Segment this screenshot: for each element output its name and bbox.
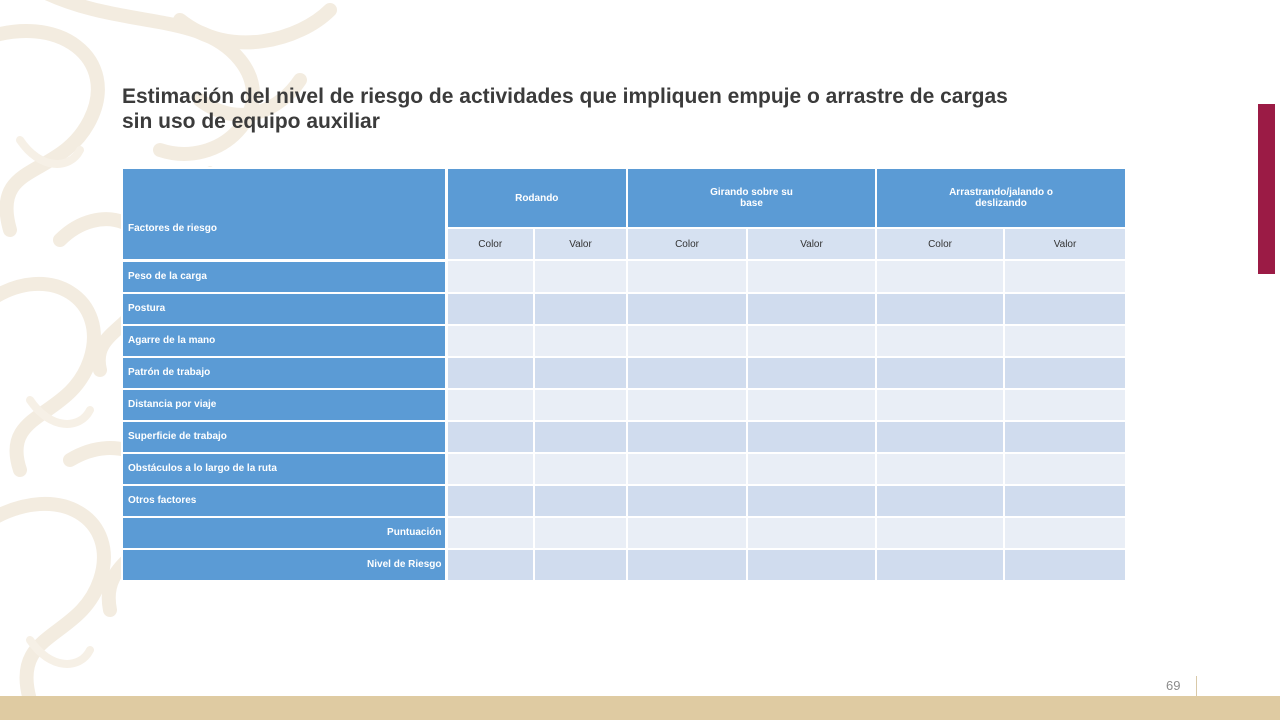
table-cell[interactable] (747, 389, 876, 421)
group-header-line: Girando sobre su (710, 187, 793, 198)
row-label: Distancia por viaje (122, 389, 446, 421)
row-label: Otros factores (122, 485, 446, 517)
table-cell[interactable] (1004, 485, 1126, 517)
subheader-valor: Valor (747, 228, 876, 260)
factor-header: Factores de riesgo (122, 168, 446, 260)
table-cell[interactable] (1004, 389, 1126, 421)
table-cell[interactable] (446, 549, 534, 581)
subheader-color: Color (876, 228, 1004, 260)
table-cell[interactable] (446, 325, 534, 357)
table-cell[interactable] (1004, 517, 1126, 549)
group-header-line: Rodando (515, 192, 559, 204)
table-cell[interactable] (876, 325, 1004, 357)
table-cell[interactable] (534, 293, 627, 325)
table-cell[interactable] (747, 260, 876, 293)
table-cell[interactable] (876, 517, 1004, 549)
table-cell[interactable] (627, 357, 747, 389)
table-cell[interactable] (627, 517, 747, 549)
table-cell[interactable] (446, 389, 534, 421)
table-cell[interactable] (747, 421, 876, 453)
table-cell[interactable] (747, 549, 876, 581)
table-cell[interactable] (627, 453, 747, 485)
table-cell[interactable] (627, 325, 747, 357)
table-cell[interactable] (534, 517, 627, 549)
table-cell[interactable] (627, 260, 747, 293)
risk-estimation-table (121, 167, 1127, 582)
row-label-score: Puntuación (122, 517, 446, 549)
table-cell[interactable] (876, 293, 1004, 325)
footer-band (0, 696, 1280, 720)
table-row (122, 325, 1126, 357)
table-cell[interactable] (534, 389, 627, 421)
table-cell[interactable] (1004, 421, 1126, 453)
title-line-1: Estimación del nivel de riesgo de actividades que impliquen empuje o arrastre de cargas (122, 85, 1008, 108)
table-cell[interactable] (876, 260, 1004, 293)
table-cell[interactable] (446, 453, 534, 485)
table-cell[interactable] (1004, 549, 1126, 581)
table-cell[interactable] (627, 549, 747, 581)
table-cell[interactable] (627, 293, 747, 325)
group-header-girando (627, 168, 876, 228)
subheader-color: Color (446, 228, 534, 260)
table-cell[interactable] (446, 260, 534, 293)
table-cell[interactable] (534, 485, 627, 517)
row-label: Agarre de la mano (122, 325, 446, 357)
table-cell[interactable] (534, 421, 627, 453)
table-cell[interactable] (446, 517, 534, 549)
table-cell[interactable] (876, 357, 1004, 389)
table-cell[interactable] (747, 453, 876, 485)
table-cell[interactable] (534, 260, 627, 293)
table-cell[interactable] (446, 421, 534, 453)
table-cell[interactable] (627, 485, 747, 517)
table-row (122, 260, 1126, 293)
table-cell[interactable] (747, 517, 876, 549)
group-header-rodando (446, 168, 627, 228)
table-row (122, 485, 1126, 517)
table-cell[interactable] (1004, 357, 1126, 389)
table-cell[interactable] (1004, 453, 1126, 485)
table-row (122, 549, 1126, 581)
table-cell[interactable] (446, 485, 534, 517)
table-row (122, 421, 1126, 453)
table-row (122, 517, 1126, 549)
table-cell[interactable] (876, 453, 1004, 485)
accent-bar (1258, 104, 1275, 274)
table-cell[interactable] (747, 325, 876, 357)
page-number-divider (1196, 676, 1197, 696)
table-cell[interactable] (534, 549, 627, 581)
table-cell[interactable] (876, 549, 1004, 581)
table-cell[interactable] (446, 293, 534, 325)
table-cell[interactable] (534, 325, 627, 357)
table-cell[interactable] (446, 357, 534, 389)
title-line-2: sin uso de equipo auxiliar (122, 110, 380, 133)
row-label-risk-level: Nivel de Riesgo (122, 549, 446, 581)
table-cell[interactable] (1004, 260, 1126, 293)
table-cell[interactable] (747, 293, 876, 325)
row-label: Peso de la carga (122, 260, 446, 293)
table-row (122, 357, 1126, 389)
row-label: Patrón de trabajo (122, 357, 446, 389)
group-header-line: base (740, 198, 763, 209)
group-header-arrastrando (876, 168, 1126, 228)
row-label: Postura (122, 293, 446, 325)
page-number: 69 (1166, 678, 1181, 693)
subheader-valor: Valor (534, 228, 627, 260)
table-cell[interactable] (747, 485, 876, 517)
table-cell[interactable] (534, 357, 627, 389)
table-row (122, 453, 1126, 485)
row-label: Superficie de trabajo (122, 421, 446, 453)
group-header-line: Arrastrando/jalando o (949, 187, 1053, 198)
slide-title (122, 84, 1152, 134)
table-cell[interactable] (1004, 325, 1126, 357)
subheader-valor: Valor (1004, 228, 1126, 260)
table-cell[interactable] (534, 453, 627, 485)
table-cell[interactable] (876, 485, 1004, 517)
table-cell[interactable] (627, 421, 747, 453)
subheader-color: Color (627, 228, 747, 260)
row-label: Obstáculos a lo largo de la ruta (122, 453, 446, 485)
table-cell[interactable] (876, 421, 1004, 453)
table-row (122, 389, 1126, 421)
table-cell[interactable] (876, 389, 1004, 421)
table-cell[interactable] (1004, 293, 1126, 325)
group-header-line: deslizando (975, 198, 1027, 209)
table-cell[interactable] (627, 389, 747, 421)
table-cell[interactable] (747, 357, 876, 389)
table-row (122, 293, 1126, 325)
